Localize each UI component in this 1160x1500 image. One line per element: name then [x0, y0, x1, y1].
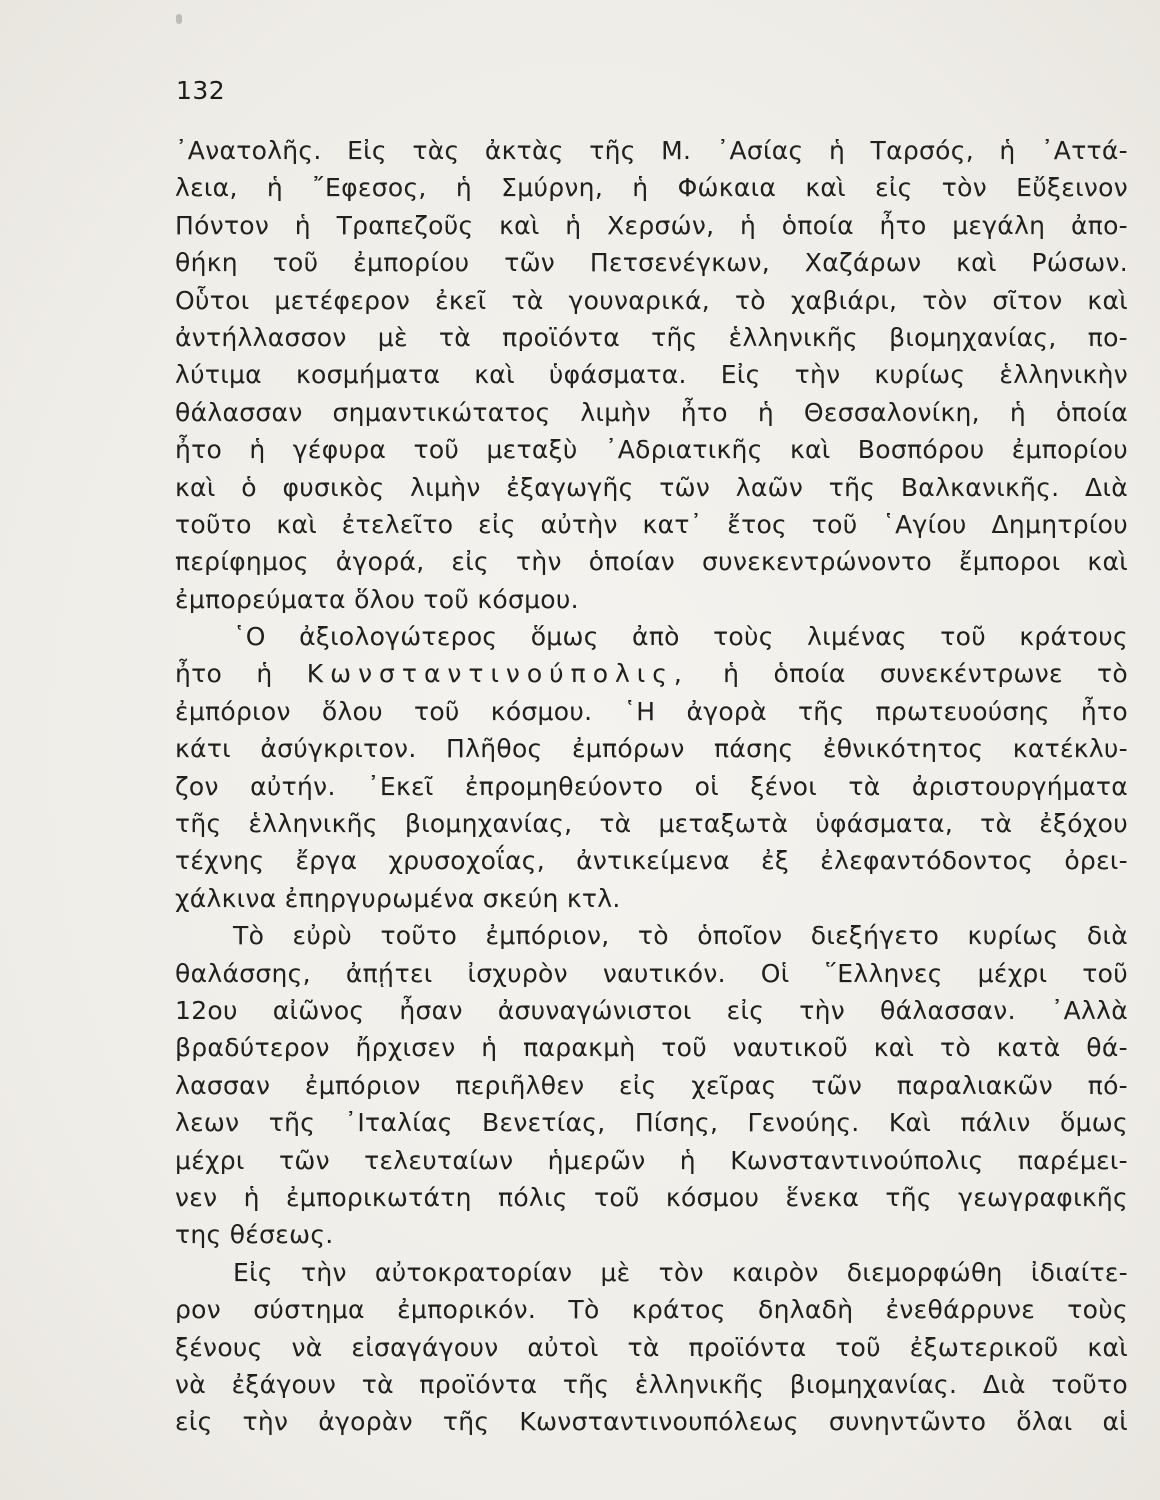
text-line: ζον αὐτήν. ᾿Εκεῖ ἐπρομηθεύοντο οἱ ξένοι τὰ ἀριστουργήματα — [175, 771, 1128, 801]
text-line: 12ου αἰῶνος ἦσαν ἀσυναγώνιστοι εἰς τὴν θάλασσαν. ᾿Αλλὰ — [175, 995, 1128, 1025]
text-line: τοῦτο καὶ ἐτελεῖτο εἰς αὐτὴν κατ᾿ ἔτος τοῦ ῾Αγίου Δημητρίου — [175, 509, 1128, 539]
text-line: ξένους νὰ εἰσαγάγουν αὐτοὶ τὰ προϊόντα τοῦ ἐξωτερικοῦ καὶ — [175, 1332, 1128, 1362]
paragraph-end-line: ἐμπορεύματα ὅλου τοῦ κόσμου. — [175, 584, 579, 614]
page-number: 132 — [176, 76, 226, 105]
text-line: τέχνης ἔργα χρυσοχοΐας, ἀντικείμενα ἐξ ἐλεφαντόδοντος ὀρει- — [175, 846, 1128, 876]
text-line: λεων τῆς ᾿Ιταλίας Βενετίας, Πίσης, Γενούης. Καὶ πάλιν ὅμως — [175, 1108, 1128, 1138]
text-line: μέχρι τῶν τελευταίων ἡμερῶν ἡ Κωνσταντινούπολις παρέμει- — [175, 1145, 1128, 1175]
text-line: Πόντον ἡ Τραπεζοῦς καὶ ἡ Χερσών, ἡ ὁποία ἦτο μεγάλη ἀπο- — [175, 210, 1128, 240]
paragraph-end-line: χάλκινα ἐπηργυρωμένα σκεύη κτλ. — [175, 883, 621, 913]
text-line: περίφημος ἀγορά, εἰς τὴν ὁποίαν συνεκεντρώνοντο ἔμποροι καὶ — [175, 547, 1128, 577]
text-line: κάτι ἀσύγκριτον. Πλῆθος ἐμπόρων πάσης ἐθνικότητος κατέκλυ- — [175, 734, 1128, 764]
text-line: ᾿Ανατολῆς. Εἰς τὰς ἀκτὰς τῆς Μ. ᾿Ασίας ἡ Ταρσός, ἡ ᾿Αττά- — [175, 136, 1128, 165]
text-line: ἀντήλλασσον μὲ τὰ προϊόντα τῆς ἑλληνικῆς βιομηχανίας, πο- — [175, 322, 1128, 352]
text-line: καὶ ὁ φυσικὸς λιμὴν ἐξαγωγῆς τῶν λαῶν τῆς Βαλκανικῆς. Διὰ — [175, 472, 1128, 502]
paragraph-start-line: Τὸ εὐρὺ τοῦτο ἐμπόριον, τὸ ὁποῖον διεξήγετο κυρίως διὰ — [233, 921, 1128, 951]
text-line: ρον σύστημα ἐμπορικόν. Τὸ κράτος δηλαδὴ ἐνεθάρρυνε τοὺς — [175, 1295, 1128, 1325]
emphasized-city-name: Κωνσταντινούπολις, — [306, 659, 689, 689]
ink-speck — [176, 14, 182, 24]
text-line: λύτιμα κοσμήματα καὶ ὑφάσματα. Εἰς τὴν κυρίως ἑλληνικὴν — [175, 360, 1128, 390]
text-fragment: ἦτο ἡ — [175, 659, 273, 689]
text-line: λασσαν ἐμπόριον περιῆλθεν εἰς χεῖρας τῶν παραλιακῶν πό- — [175, 1070, 1128, 1100]
paragraph-start-line: Εἰς τὴν αὐτοκρατορίαν μὲ τὸν καιρὸν διεμορφώθη ἰδιαίτε- — [233, 1257, 1128, 1287]
text-line: λεια, ἡ ῎Εφεσος, ἡ Σμύρνη, ἡ Φώκαια καὶ εἰς τὸν Εὔξεινον — [175, 173, 1128, 203]
paragraph-start-line: ῾Ο ἀξιολογώτερος ὅμως ἀπὸ τοὺς λιμένας τοῦ κράτους — [233, 622, 1128, 652]
text-line: τῆς ἑλληνικῆς βιομηχανίας, τὰ μεταξωτὰ ὑφάσματα, τὰ ἐξόχου — [175, 809, 1128, 839]
text-line: νεν ἡ ἐμπορικωτάτη πόλις τοῦ κόσμου ἕνεκα τῆς γεωγραφικῆς — [175, 1182, 1128, 1212]
text-line: νὰ ἐξάγουν τὰ προϊόντα τῆς ἑλληνικῆς βιομηχανίας. Διὰ τοῦτο — [175, 1369, 1128, 1399]
text-line — [175, 655, 1128, 692]
text-line: ἐμπόριον ὅλου τοῦ κόσμου. ῾Η ἀγορὰ τῆς πρωτευούσης ἦτο — [175, 696, 1128, 726]
text-line: εἰς τὴν ἀγορὰν τῆς Κωνσταντινουπόλεως συνηντῶντο ὅλαι αἱ — [175, 1407, 1128, 1437]
text-line: θήκη τοῦ ἐμπορίου τῶν Πετσενέγκων, Χαζάρων καὶ Ρώσων. — [175, 248, 1128, 278]
text-line: θαλάσσης, ἀπῄτει ἰσχυρὸν ναυτικόν. Οἱ ῞Ελληνες μέχρι τοῦ — [175, 958, 1128, 988]
text-fragment: ἡ ὁποία συνεκέντρωνε τὸ — [723, 659, 1129, 689]
text-line: βραδύτερον ἤρχισεν ἡ παρακμὴ τοῦ ναυτικοῦ καὶ τὸ κατὰ θά- — [175, 1033, 1128, 1063]
paragraph-end-line: της θέσεως. — [175, 1220, 334, 1250]
text-line: ἦτο ἡ γέφυρα τοῦ μεταξὺ ᾿Αδριατικῆς καὶ Βοσπόρου ἐμπορίου — [175, 435, 1128, 465]
body-text — [175, 132, 1128, 1441]
text-line: θάλασσαν σημαντικώτατος λιμὴν ἦτο ἡ Θεσσαλονίκη, ἡ ὁποία — [175, 397, 1128, 427]
text-line: Οὗτοι μετέφερον ἐκεῖ τὰ γουναρικά, τὸ χαβιάρι, τὸν σῖτον καὶ — [175, 285, 1128, 315]
